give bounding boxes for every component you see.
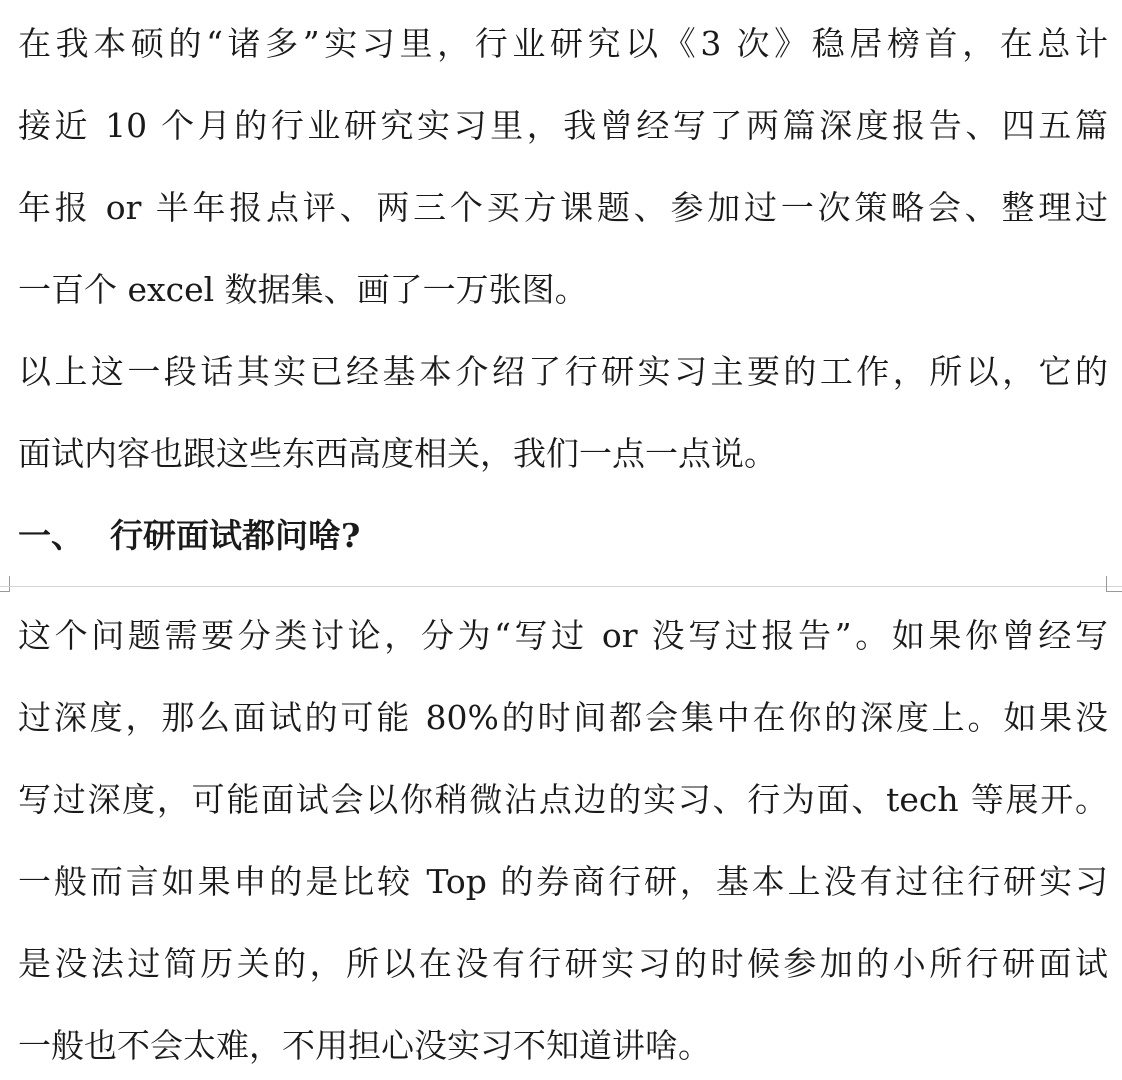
- paragraph-1-line-3: 年报 or 半年报点评、两三个买方课题、参加过一次策略会、整理过: [18, 188, 1108, 227]
- paragraph-1-line-4: 一百个 excel 数据集、画了一万张图。: [18, 270, 588, 309]
- paragraph-2-line-2: 面试内容也跟这些东西高度相关，我们一点一点说。: [18, 434, 777, 473]
- paragraph-3-line-4: 一般而言如果申的是比较 Top 的券商行研，基本上没有过往行研实习: [18, 862, 1108, 901]
- paragraph-3-line-1: 这个问题需要分类讨论，分为“写过 or 没写过报告”。如果你曾经写: [18, 616, 1108, 655]
- paragraph-1-line-2: 接近 10 个月的行业研究实习里，我曾经写了两篇深度报告、四五篇: [18, 106, 1108, 145]
- paragraph-3-line-6: 一般也不会太难，不用担心没实习不知道讲啥。: [18, 1026, 711, 1065]
- section-title: 行研面试都问啥?: [110, 516, 361, 555]
- page-break-line: [0, 586, 1122, 587]
- paragraph-3-line-5: 是没法过简历关的，所以在没有行研实习的时候参加的小所行研面试: [18, 944, 1108, 983]
- paragraph-3-line-3: 写过深度，可能面试会以你稍微沾点边的实习、行为面、tech 等展开。: [18, 780, 1108, 819]
- paragraph-2-line-1: 以上这一段话其实已经基本介绍了行研实习主要的工作，所以，它的: [18, 352, 1108, 391]
- paragraph-1-line-1: 在我本硕的“诸多”实习里，行业研究以《3 次》稳居榜首，在总计: [18, 24, 1108, 63]
- paragraph-3-line-2: 过深度，那么面试的可能 80%的时间都会集中在你的深度上。如果没: [18, 698, 1108, 737]
- page-corner-mark-left: [0, 576, 10, 592]
- page-corner-mark-right: [1106, 576, 1122, 592]
- section-number: 一、: [18, 516, 84, 555]
- section-heading: [18, 516, 360, 556]
